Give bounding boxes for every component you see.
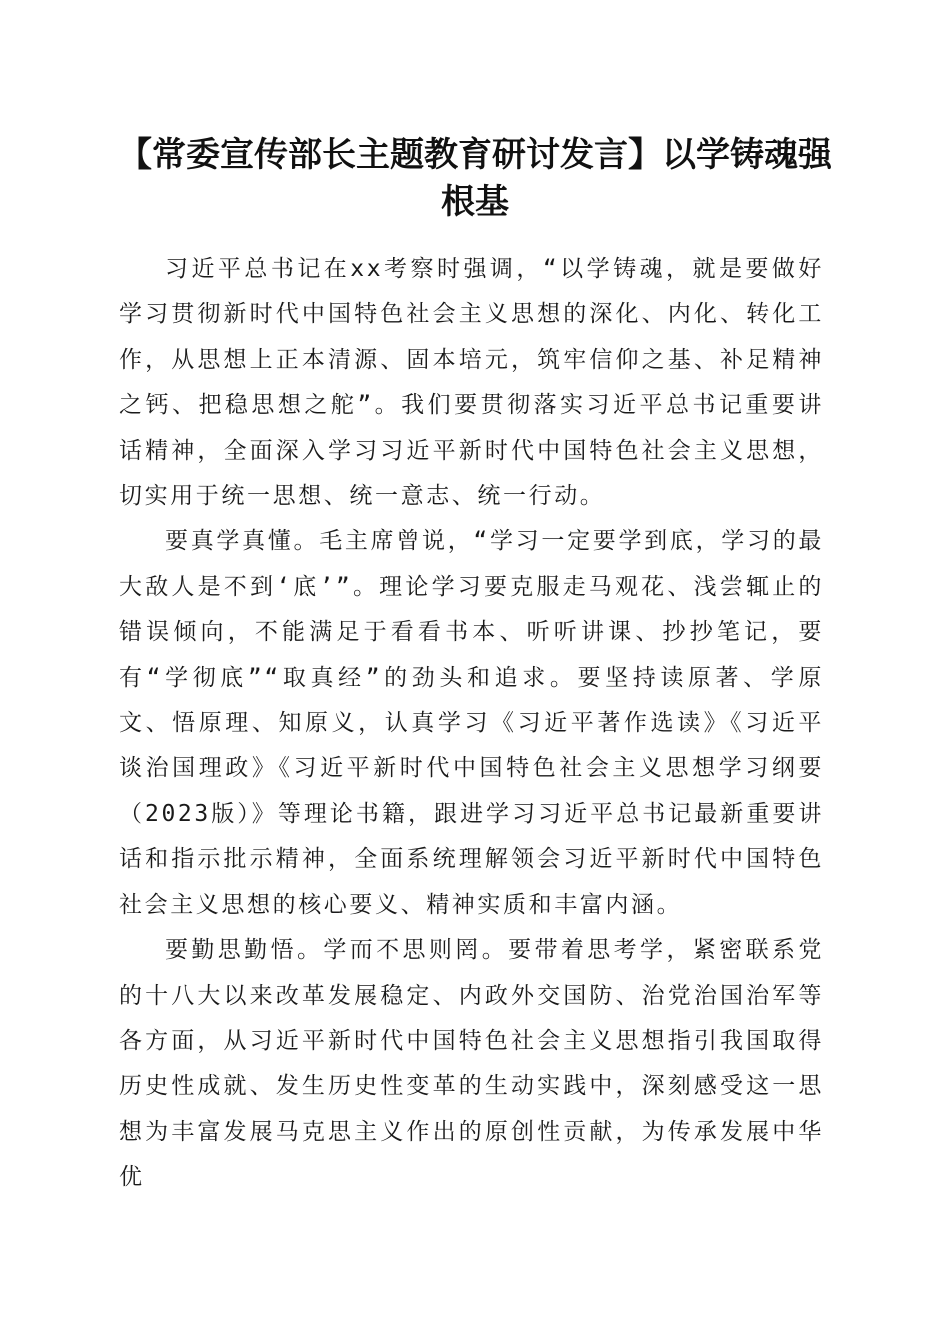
paragraph-study-truly: 要真学真懂。毛主席曾说，“学习一定要学到底，学习的最大敌人是不到‘底’”。理论学习要克服走马观花、浅尝辄止的错误倾向，不能满足于看看书本、听听讲课、抄抄笔记，要有“学彻底”“取真经”的劲头和追求。要坚持读原著、学原文、悟原理、知原义，认真学习《习近平著作选读》《习近平谈治国理政》《习近平新时代中国特色社会主义思想学习纲要（2023版）》等理论书籍，跟进学习习近平总书记最新重要讲话和指示批示精神，全面系统理解领会习近平新时代中国特色社会主义思想的核心要义、精神实质和丰富内涵。 bbox=[119, 528, 824, 918]
paragraph-intro: 习近平总书记在xx考察时强调，“以学铸魂，就是要做好学习贯彻新时代中国特色社会主义思想的深化、内化、转化工作，从思想上正本清源、固本培元，筑牢信仰之基、补足精神之钙、把稳思想之舵”。我们要贯彻落实习近平总书记重要讲话精神，全面深入学习习近平新时代中国特色社会主义思想，切实用于统一思想、统一意志、统一行动。 bbox=[119, 256, 824, 510]
paragraph-think-diligently: 要勤思勤悟。学而不思则罔。要带着思考学，紧密联系党的十八大以来改革发展稳定、内政外交国防、治党治国治军等各方面，从习近平新时代中国特色社会主义思想指引我国取得历史性成就、发生历史性变革的生动实践中，深刻感受这一思想为丰富发展马克思主义作出的原创性贡献，为传承发展中华优 bbox=[119, 937, 824, 1191]
document-title: 【常委宣传部长主题教育研讨发言】以学铸魂强根基 bbox=[118, 135, 832, 222]
document-body bbox=[119, 247, 824, 1201]
